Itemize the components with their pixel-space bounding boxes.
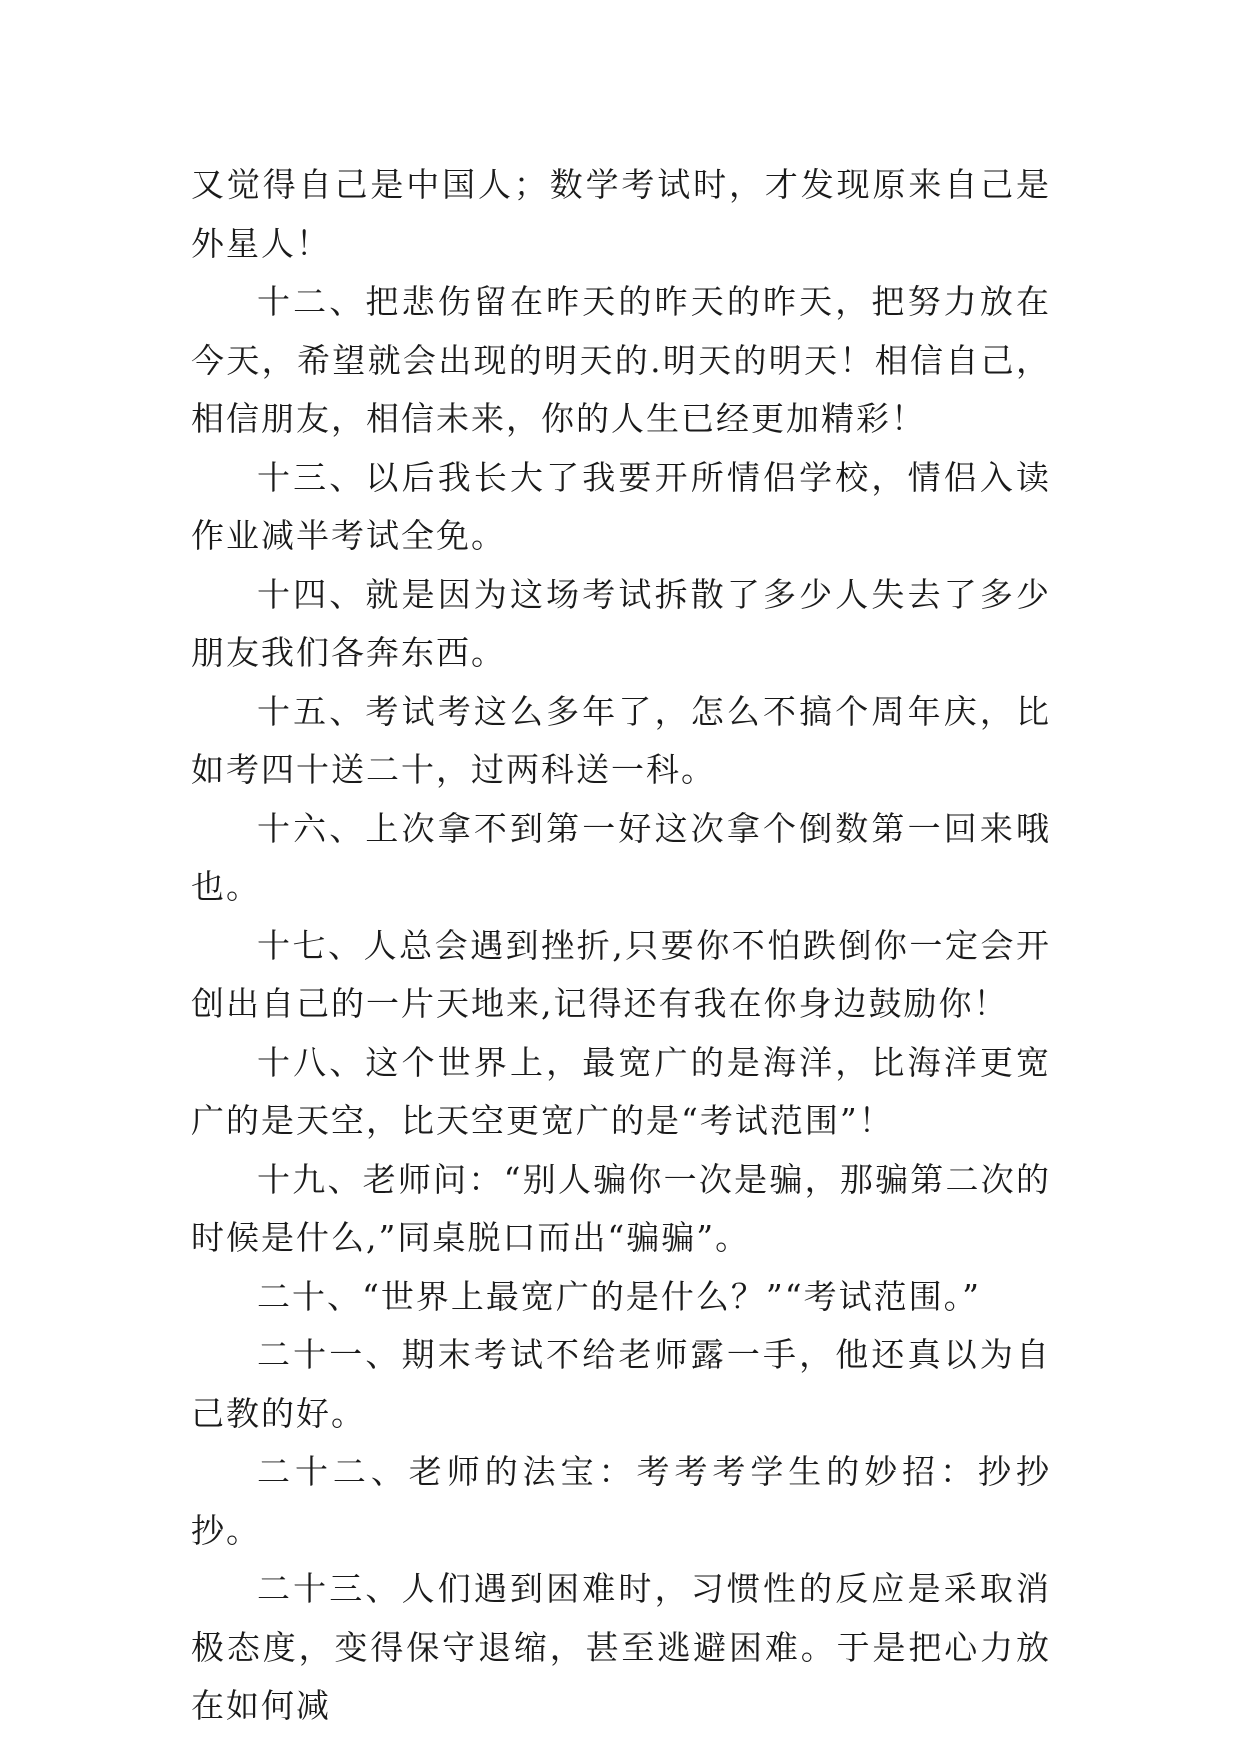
paragraph-12: 十二、把悲伤留在昨天的昨天的昨天，把努力放在今天，希望就会出现的明天的.明天的明天！相信自己，相信朋友，相信未来，你的人生已经更加精彩！ — [191, 282, 1051, 438]
paragraph-23: 二十三、人们遇到困难时，习惯性的反应是采取消极态度，变得保守退缩，甚至逃避困难。于是把心力放在如何减 — [191, 1569, 1051, 1725]
paragraph-continuation: 又觉得自己是中国人；数学考试时，才发现原来自己是外星人！ — [191, 165, 1051, 263]
paragraph-22: 二十二、老师的法宝：考考考学生的妙招：抄抄抄。 — [191, 1452, 1051, 1550]
paragraph-17: 十七、人总会遇到挫折,只要你不怕跌倒你一定会开创出自己的一片天地来,记得还有我在你身边鼓励你！ — [191, 925, 1051, 1023]
paragraph-13: 十三、以后我长大了我要开所情侣学校，情侣入读作业减半考试全免。 — [191, 457, 1051, 555]
paragraph-14: 十四、就是因为这场考试拆散了多少人失去了多少朋友我们各奔东西。 — [191, 574, 1051, 672]
paragraph-16: 十六、上次拿不到第一好这次拿个倒数第一回来哦也。 — [191, 808, 1051, 906]
paragraph-18: 十八、这个世界上，最宽广的是海洋，比海洋更宽广的是天空，比天空更宽广的是“考试范围”！ — [191, 1042, 1051, 1140]
paragraph-20: 二十、“世界上最宽广的是什么？”“考试范围。” — [257, 1276, 981, 1316]
paragraph-21: 二十一、期末考试不给老师露一手，他还真以为自己教的好。 — [191, 1335, 1051, 1433]
paragraph-19: 十九、老师问：“别人骗你一次是骗，那骗第二次的时候是什么,”同桌脱口而出“骗骗”。 — [191, 1159, 1051, 1257]
paragraph-15: 十五、考试考这么多年了，怎么不搞个周年庆，比如考四十送二十，过两科送一科。 — [191, 691, 1051, 789]
document-body — [191, 156, 1051, 1736]
